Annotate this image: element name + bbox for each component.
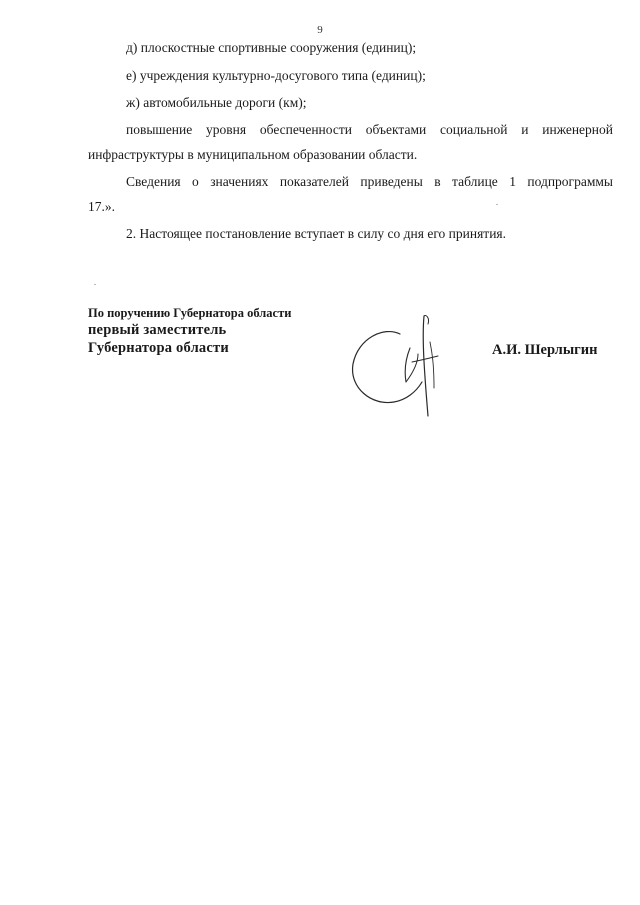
list-item-d: д) плоскостные спортивные сооружения (единиц); [126, 40, 417, 55]
page-number: 9 [317, 24, 323, 36]
paragraph-increase-line-1: повышение уровня обеспеченности объектами социальной и инженерной [126, 122, 613, 137]
signatory-name: А.И. Шерлыгин [492, 342, 598, 358]
list-item-zh: ж) автомобильные дороги (км); [126, 95, 307, 110]
paragraph-info-line-1: Сведения о значениях показателей приведены в таблице 1 подпрограммы [126, 174, 613, 189]
scan-speck [496, 204, 498, 205]
point-2-paragraph: 2. Настоящее постановление вступает в силу со дня его принятия. [126, 226, 507, 241]
scan-speck [94, 284, 96, 285]
signature-on-behalf: По поручению Губернатора области [88, 306, 292, 320]
paragraph-increase-line-2: инфраструктуры в муниципальном образовании области. [88, 147, 418, 162]
signature-position-line-2: Губернатора области [88, 340, 229, 356]
paragraph-info-line-2: 17.». [88, 199, 115, 214]
handwritten-signature [344, 308, 454, 420]
list-item-e: е) учреждения культурно-досугового типа (единиц); [126, 68, 426, 83]
signature-position-line-1: первый заместитель [88, 322, 227, 338]
